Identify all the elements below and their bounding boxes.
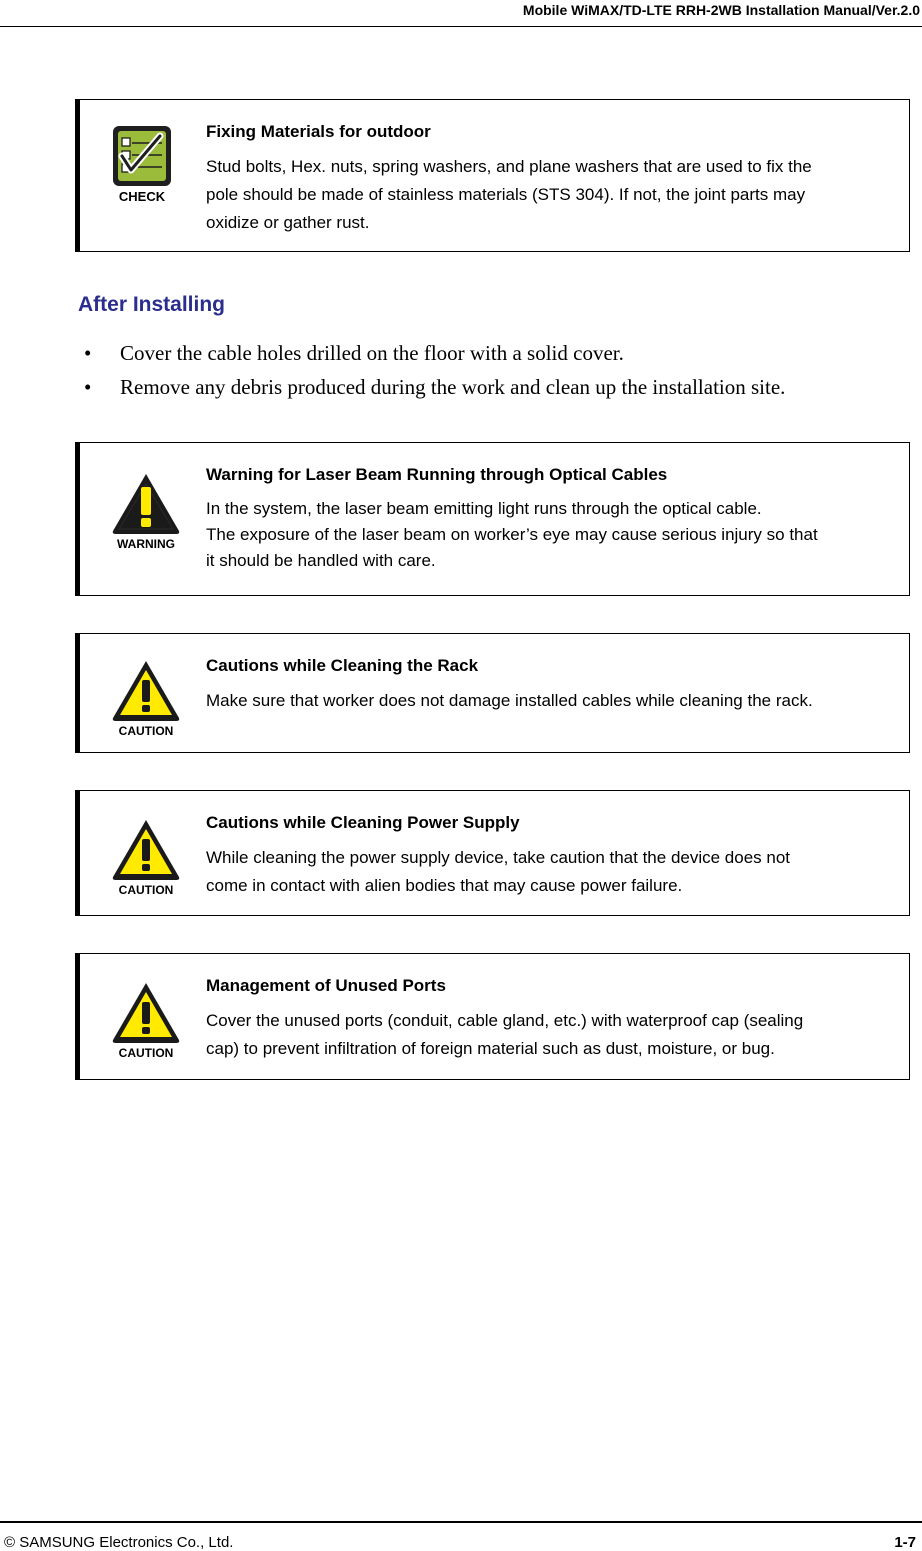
footer-divider [0,1521,922,1523]
caution-icon-label: CAUTION [118,1046,174,1060]
caution-notice-box [75,953,910,1080]
header-divider [0,26,922,27]
notice-title: Management of Unused Ports [206,976,446,995]
notice-title: Cautions while Cleaning the Rack [206,656,479,675]
check-icon-label: CHECK [118,189,166,204]
warning-icon [110,471,182,556]
notice-title: Cautions while Cleaning Power Supply [206,813,520,832]
caution-notice-box [75,790,910,916]
caution-icon-label: CAUTION [118,883,174,897]
check-notice-box [75,99,910,252]
notice-body: In the system, the laser beam emitting light runs through the optical cable. The exposure of the laser beam on worker’s eye may cause serious injury so that it should be handled with care. [206,499,818,570]
notice-body: Cover the unused ports (conduit, cable gland, etc.) with waterproof cap (sealing cap) to prevent infiltration of foreign material such as dust, moisture, or bug. [206,1011,804,1058]
warning-icon-label: WARNING [117,537,175,551]
footer-copyright: © SAMSUNG Electronics Co., Ltd. [4,1534,234,1551]
list-item: • Remove any debris produced during the work and clean up the installation site. [78,370,785,404]
notice-title: Warning for Laser Beam Running through Optical Cables [206,465,668,484]
warning-notice-box [75,442,910,596]
caution-icon-label: CAUTION [118,724,174,738]
notice-body: Make sure that worker does not damage installed cables while cleaning the rack. [206,691,813,710]
check-icon [110,124,174,211]
page-number: 1-7 [894,1534,916,1551]
manual-title: Mobile WiMAX/TD-LTE RRH-2WB Installation Manual/Ver.2.0 [522,2,920,18]
bullet-list [78,336,785,404]
bullet-marker: • [84,341,92,365]
list-item: • Cover the cable holes drilled on the floor with a solid cover. [78,336,785,370]
notice-body: While cleaning the power supply device, take caution that the device does not come in contact with alien bodies that may cause power failure. [206,848,791,895]
notice-title: Fixing Materials for outdoor [206,122,431,141]
caution-icon [110,658,182,743]
notice-body: Stud bolts, Hex. nuts, spring washers, and plane washers that are used to fix the pole should be made of stainless materials (STS 304). If not, the joint parts may oxidize or gather rust. [206,157,812,232]
caution-icon [110,817,182,902]
bullet-marker: • [84,375,92,399]
section-heading: After Installing [78,293,226,316]
caution-icon [110,980,182,1065]
caution-notice-box [75,633,910,753]
